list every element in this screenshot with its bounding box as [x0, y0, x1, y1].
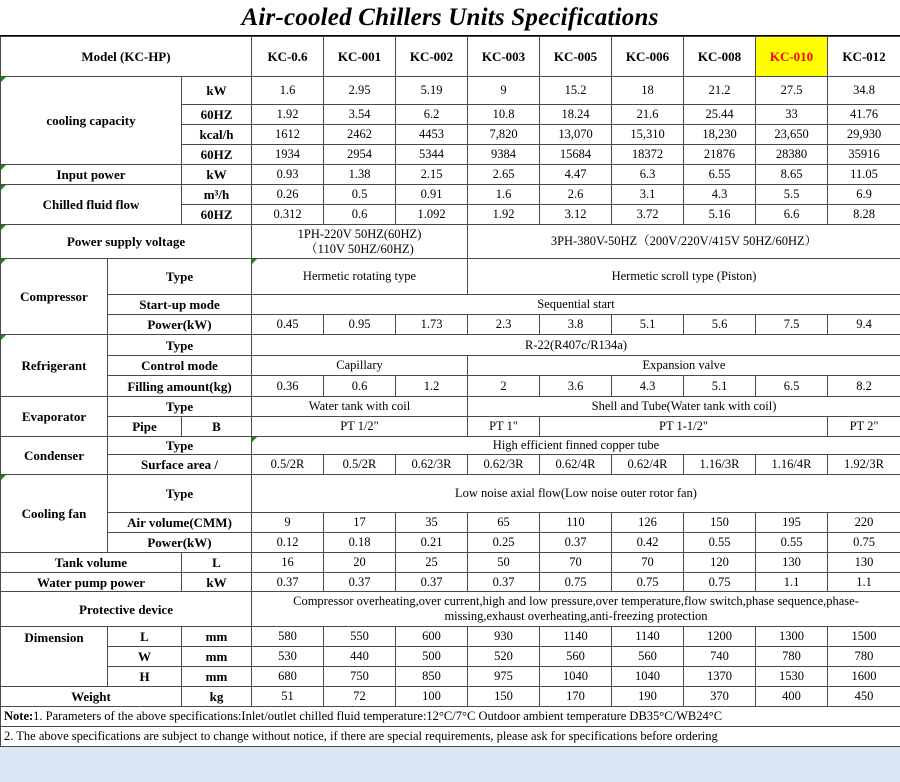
- value-cell: 0.75: [540, 573, 612, 592]
- unit-cell: kW: [182, 573, 252, 592]
- value-cell: 6.6: [756, 205, 828, 225]
- value-cell: 0.5: [324, 185, 396, 205]
- model-cell: KC-002: [396, 37, 468, 77]
- value-cell: 0.62/4R: [540, 455, 612, 475]
- value-cell: 3.6: [540, 376, 612, 397]
- row-label: Filling amount(kg): [108, 376, 252, 397]
- power-supply-row: [1, 225, 900, 259]
- cooling-fan-label: Cooling fan: [1, 475, 108, 553]
- value-cell: 1.16/4R: [756, 455, 828, 475]
- value-cell: 1500: [828, 627, 900, 647]
- value-cell: 0.55: [756, 533, 828, 553]
- value-cell: 1.92: [252, 105, 324, 125]
- value-cell: 16: [252, 553, 324, 573]
- value-cell: 370: [684, 687, 756, 707]
- value-cell: 0.93: [252, 165, 324, 185]
- single-phase-voltage: [252, 225, 468, 259]
- dimension-row: [1, 667, 900, 687]
- value-cell: 500: [396, 647, 468, 667]
- evaporator-label: Evaporator: [1, 397, 108, 437]
- value-cell: 0.75: [828, 533, 900, 553]
- compressor-startup-row: [1, 295, 900, 315]
- value-cell: 1.73: [396, 315, 468, 335]
- value-cell: 150: [684, 513, 756, 533]
- pipe-value: PT 1-1/2": [540, 417, 828, 437]
- unit-cell: 60HZ: [182, 105, 252, 125]
- value-cell: 41.76: [828, 105, 900, 125]
- protective-row: [1, 592, 900, 627]
- value-cell: 15.2: [540, 77, 612, 105]
- value-cell: 120: [684, 553, 756, 573]
- power-supply-label: Power supply voltage: [1, 225, 252, 259]
- value-cell: 7,820: [468, 125, 540, 145]
- value-cell: 4.3: [612, 376, 684, 397]
- value-cell: 0.5/2R: [324, 455, 396, 475]
- value-cell: 5.5: [756, 185, 828, 205]
- row-label: Control mode: [108, 356, 252, 376]
- value-cell: 1.92: [468, 205, 540, 225]
- value-cell: 1600: [828, 667, 900, 687]
- value-cell: 680: [252, 667, 324, 687]
- value-cell: 33: [756, 105, 828, 125]
- value-cell: 0.6: [324, 205, 396, 225]
- value-cell: 1612: [252, 125, 324, 145]
- model-cell: KC-006: [612, 37, 684, 77]
- value-cell: 0.62/3R: [468, 455, 540, 475]
- value-cell: 0.37: [324, 573, 396, 592]
- condenser-type-row: [1, 437, 900, 455]
- unit-cell: L: [182, 553, 252, 573]
- value-cell: 560: [540, 647, 612, 667]
- unit-cell: 60HZ: [182, 145, 252, 165]
- value-cell: 10.8: [468, 105, 540, 125]
- chilled-flow-row: [1, 185, 900, 205]
- value-cell: 9.4: [828, 315, 900, 335]
- value-cell: 110: [540, 513, 612, 533]
- value-cell: 5.19: [396, 77, 468, 105]
- tank-volume-label: Tank volume: [1, 553, 182, 573]
- model-cell: KC-001: [324, 37, 396, 77]
- value-cell: 3.54: [324, 105, 396, 125]
- value-cell: 18,230: [684, 125, 756, 145]
- value-cell: 5.6: [684, 315, 756, 335]
- value-cell: 7.5: [756, 315, 828, 335]
- value-cell: 70: [612, 553, 684, 573]
- value-cell: 1040: [612, 667, 684, 687]
- value-cell: 0.62/3R: [396, 455, 468, 475]
- value-cell: 400: [756, 687, 828, 707]
- value-cell: 51: [252, 687, 324, 707]
- model-cell-highlighted: KC-010: [756, 37, 828, 77]
- model-label: Model (KC-HP): [1, 37, 252, 77]
- note-row: [1, 727, 900, 747]
- value-cell: 2.3: [468, 315, 540, 335]
- value-cell: 18: [612, 77, 684, 105]
- value-cell: 35: [396, 513, 468, 533]
- row-label: Power(kW): [108, 315, 252, 335]
- evaporator-type-large: Shell and Tube(Water tank with coil): [468, 397, 900, 417]
- value-cell: 1140: [612, 627, 684, 647]
- value-cell: 20: [324, 553, 396, 573]
- value-cell: 190: [612, 687, 684, 707]
- water-pump-row: [1, 573, 900, 592]
- unit-cell: kW: [182, 77, 252, 105]
- value-cell: 2.65: [468, 165, 540, 185]
- value-cell: 0.75: [684, 573, 756, 592]
- value-cell: 23,650: [756, 125, 828, 145]
- row-label: Air volume(CMM): [108, 513, 252, 533]
- value-cell: 50: [468, 553, 540, 573]
- value-cell: 0.75: [612, 573, 684, 592]
- value-cell: 975: [468, 667, 540, 687]
- spec-table: [0, 36, 900, 747]
- pipe-value: PT 2": [828, 417, 900, 437]
- refrigerant-type-row: [1, 335, 900, 356]
- value-cell: 3.8: [540, 315, 612, 335]
- row-label: Type: [108, 335, 252, 356]
- unit-cell: kW: [182, 165, 252, 185]
- axis-cell: W: [108, 647, 182, 667]
- condenser-type-value: High efficient finned copper tube: [252, 437, 900, 455]
- evaporator-type-row: [1, 397, 900, 417]
- refrigerant-control-row: [1, 356, 900, 376]
- value-cell: 1300: [756, 627, 828, 647]
- model-cell: KC-005: [540, 37, 612, 77]
- dimension-row: [1, 647, 900, 667]
- value-cell: 740: [684, 647, 756, 667]
- value-cell: 850: [396, 667, 468, 687]
- value-cell: 1530: [756, 667, 828, 687]
- dimension-label: Dimension: [1, 627, 108, 687]
- control-large: Expansion valve: [468, 356, 900, 376]
- weight-label: Weight: [1, 687, 182, 707]
- row-label: Surface area /: [108, 455, 252, 475]
- value-cell: 15684: [540, 145, 612, 165]
- value-cell: 1.2: [396, 376, 468, 397]
- row-label: Type: [108, 259, 252, 295]
- evaporator-type-small: Water tank with coil: [252, 397, 468, 417]
- value-cell: 6.55: [684, 165, 756, 185]
- value-cell: 440: [324, 647, 396, 667]
- value-cell: 0.42: [612, 533, 684, 553]
- value-cell: 28380: [756, 145, 828, 165]
- value-cell: 1140: [540, 627, 612, 647]
- value-cell: 126: [612, 513, 684, 533]
- row-label: Pipe: [108, 417, 182, 437]
- model-cell: KC-003: [468, 37, 540, 77]
- value-cell: 2954: [324, 145, 396, 165]
- row-label: Type: [108, 397, 252, 417]
- unit-cell: mm: [182, 627, 252, 647]
- value-cell: 72: [324, 687, 396, 707]
- value-cell: 580: [252, 627, 324, 647]
- value-cell: 0.37: [468, 573, 540, 592]
- condenser-area-row: [1, 455, 900, 475]
- refrigerant-type-value: R-22(R407c/R134a): [252, 335, 900, 356]
- value-cell: 6.3: [612, 165, 684, 185]
- value-cell: 780: [756, 647, 828, 667]
- value-cell: 2.6: [540, 185, 612, 205]
- cooling-capacity-label: cooling capacity: [1, 77, 182, 165]
- value-cell: 450: [828, 687, 900, 707]
- compressor-type-small: Hermetic rotating type: [252, 259, 468, 295]
- axis-cell: H: [108, 667, 182, 687]
- value-cell: 1.6: [252, 77, 324, 105]
- fan-type-row: [1, 475, 900, 513]
- value-cell: 930: [468, 627, 540, 647]
- value-cell: 9: [252, 513, 324, 533]
- value-cell: 0.12: [252, 533, 324, 553]
- value-cell: 9384: [468, 145, 540, 165]
- single-phase-line-2: （110V 50HZ/60HZ): [305, 241, 414, 256]
- unit-cell: kcal/h: [182, 125, 252, 145]
- compressor-label: Compressor: [1, 259, 108, 335]
- value-cell: 3.12: [540, 205, 612, 225]
- value-cell: 1.6: [468, 185, 540, 205]
- weight-row: [1, 687, 900, 707]
- value-cell: 15,310: [612, 125, 684, 145]
- value-cell: 520: [468, 647, 540, 667]
- value-cell: 9: [468, 77, 540, 105]
- value-cell: 0.6: [324, 376, 396, 397]
- value-cell: 0.45: [252, 315, 324, 335]
- value-cell: 0.55: [684, 533, 756, 553]
- value-cell: 4.3: [684, 185, 756, 205]
- value-cell: 17: [324, 513, 396, 533]
- row-label: Type: [108, 437, 252, 455]
- control-small: Capillary: [252, 356, 468, 376]
- tank-volume-row: [1, 553, 900, 573]
- unit-cell: mm: [182, 667, 252, 687]
- value-cell: 2: [468, 376, 540, 397]
- value-cell: 29,930: [828, 125, 900, 145]
- value-cell: 35916: [828, 145, 900, 165]
- value-cell: 5.1: [684, 376, 756, 397]
- value-cell: 0.21: [396, 533, 468, 553]
- value-cell: 8.65: [756, 165, 828, 185]
- pipe-value: PT 1/2": [252, 417, 468, 437]
- row-label: Type: [108, 475, 252, 513]
- value-cell: 1.92/3R: [828, 455, 900, 475]
- fan-type-value: Low noise axial flow(Low noise outer rotor fan): [252, 475, 900, 513]
- water-pump-label: Water pump power: [1, 573, 182, 592]
- value-cell: 0.5/2R: [252, 455, 324, 475]
- value-cell: 25: [396, 553, 468, 573]
- value-cell: 21.2: [684, 77, 756, 105]
- value-cell: 70: [540, 553, 612, 573]
- model-cell: KC-0.6: [252, 37, 324, 77]
- value-cell: 0.18: [324, 533, 396, 553]
- note-prefix: Note:: [4, 709, 34, 723]
- value-cell: 550: [324, 627, 396, 647]
- value-cell: 5.1: [612, 315, 684, 335]
- note-row: [1, 707, 900, 727]
- value-cell: 3.1: [612, 185, 684, 205]
- value-cell: 18.24: [540, 105, 612, 125]
- value-cell: 0.36: [252, 376, 324, 397]
- row-label: Start-up mode: [108, 295, 252, 315]
- refrigerant-filling-row: [1, 376, 900, 397]
- value-cell: 0.25: [468, 533, 540, 553]
- value-cell: 13,070: [540, 125, 612, 145]
- input-power-row: [1, 165, 900, 185]
- value-cell: 0.37: [252, 573, 324, 592]
- value-cell: 1.1: [756, 573, 828, 592]
- value-cell: 5344: [396, 145, 468, 165]
- value-cell: 1.16/3R: [684, 455, 756, 475]
- value-cell: 130: [828, 553, 900, 573]
- unit-cell: mm: [182, 647, 252, 667]
- value-cell: 5.16: [684, 205, 756, 225]
- value-cell: 27.5: [756, 77, 828, 105]
- value-cell: 0.37: [396, 573, 468, 592]
- compressor-type-row: [1, 259, 900, 295]
- protective-value: Compressor overheating,over current,high and low pressure,over temperature,flow switch,phase sequence,phase-missing,exhaust overheating,anti-freezing protection: [252, 592, 900, 627]
- value-cell: 4.47: [540, 165, 612, 185]
- value-cell: 560: [612, 647, 684, 667]
- value-cell: 150: [468, 687, 540, 707]
- unit-cell: B: [182, 417, 252, 437]
- value-cell: 11.05: [828, 165, 900, 185]
- evaporator-pipe-row: [1, 417, 900, 437]
- value-cell: 6.5: [756, 376, 828, 397]
- value-cell: 4453: [396, 125, 468, 145]
- dimension-row: [1, 627, 900, 647]
- note-2: 2. The above specifications are subject to change without notice, if there are special requirements, please ask for specifications before ordering: [1, 727, 900, 747]
- value-cell: 1040: [540, 667, 612, 687]
- value-cell: 2462: [324, 125, 396, 145]
- value-cell: 170: [540, 687, 612, 707]
- value-cell: 1370: [684, 667, 756, 687]
- value-cell: 0.26: [252, 185, 324, 205]
- compressor-type-large: Hermetic scroll type (Piston): [468, 259, 900, 295]
- value-cell: 1934: [252, 145, 324, 165]
- value-cell: 220: [828, 513, 900, 533]
- unit-cell: m³/h: [182, 185, 252, 205]
- fan-air-row: [1, 513, 900, 533]
- value-cell: 130: [756, 553, 828, 573]
- value-cell: 600: [396, 627, 468, 647]
- value-cell: 0.91: [396, 185, 468, 205]
- value-cell: 3.72: [612, 205, 684, 225]
- model-cell: KC-008: [684, 37, 756, 77]
- value-cell: 6.2: [396, 105, 468, 125]
- value-cell: 21876: [684, 145, 756, 165]
- refrigerant-label: Refrigerant: [1, 335, 108, 397]
- note-1: [1, 707, 900, 727]
- value-cell: 1.092: [396, 205, 468, 225]
- value-cell: 21.6: [612, 105, 684, 125]
- value-cell: 65: [468, 513, 540, 533]
- value-cell: 1200: [684, 627, 756, 647]
- value-cell: 0.312: [252, 205, 324, 225]
- value-cell: 34.8: [828, 77, 900, 105]
- value-cell: 0.62/4R: [612, 455, 684, 475]
- value-cell: 2.15: [396, 165, 468, 185]
- model-cell: KC-012: [828, 37, 900, 77]
- value-cell: 6.9: [828, 185, 900, 205]
- page-title: Air-cooled Chillers Units Specifications: [0, 0, 900, 36]
- axis-cell: L: [108, 627, 182, 647]
- value-cell: 0.95: [324, 315, 396, 335]
- single-phase-line-1: 1PH-220V 50HZ(60HZ): [297, 226, 422, 241]
- cooling-capacity-row: [1, 77, 900, 105]
- value-cell: 2.95: [324, 77, 396, 105]
- pipe-value: PT 1": [468, 417, 540, 437]
- value-cell: 8.2: [828, 376, 900, 397]
- protective-label: Protective device: [1, 592, 252, 627]
- note-1-text: 1. Parameters of the above specifications:Inlet/outlet chilled fluid temperature:12°C/7°C Outdoor ambient temperature DB35°C/WB24°C: [33, 709, 723, 723]
- value-cell: 195: [756, 513, 828, 533]
- unit-cell: 60HZ: [182, 205, 252, 225]
- input-power-label: Input power: [1, 165, 182, 185]
- value-cell: 25.44: [684, 105, 756, 125]
- condenser-label: Condenser: [1, 437, 108, 475]
- value-cell: 18372: [612, 145, 684, 165]
- model-row: [1, 37, 900, 77]
- value-cell: 0.37: [540, 533, 612, 553]
- startup-value: Sequential start: [252, 295, 900, 315]
- three-phase-voltage: 3PH-380V-50HZ（200V/220V/415V 50HZ/60HZ）: [468, 225, 900, 259]
- unit-cell: kg: [182, 687, 252, 707]
- row-label: Power(kW): [108, 533, 252, 553]
- value-cell: 530: [252, 647, 324, 667]
- compressor-power-row: [1, 315, 900, 335]
- chilled-flow-label: Chilled fluid flow: [1, 185, 182, 225]
- value-cell: 8.28: [828, 205, 900, 225]
- fan-power-row: [1, 533, 900, 553]
- value-cell: 1.38: [324, 165, 396, 185]
- value-cell: 100: [396, 687, 468, 707]
- value-cell: 750: [324, 667, 396, 687]
- value-cell: 780: [828, 647, 900, 667]
- value-cell: 1.1: [828, 573, 900, 592]
